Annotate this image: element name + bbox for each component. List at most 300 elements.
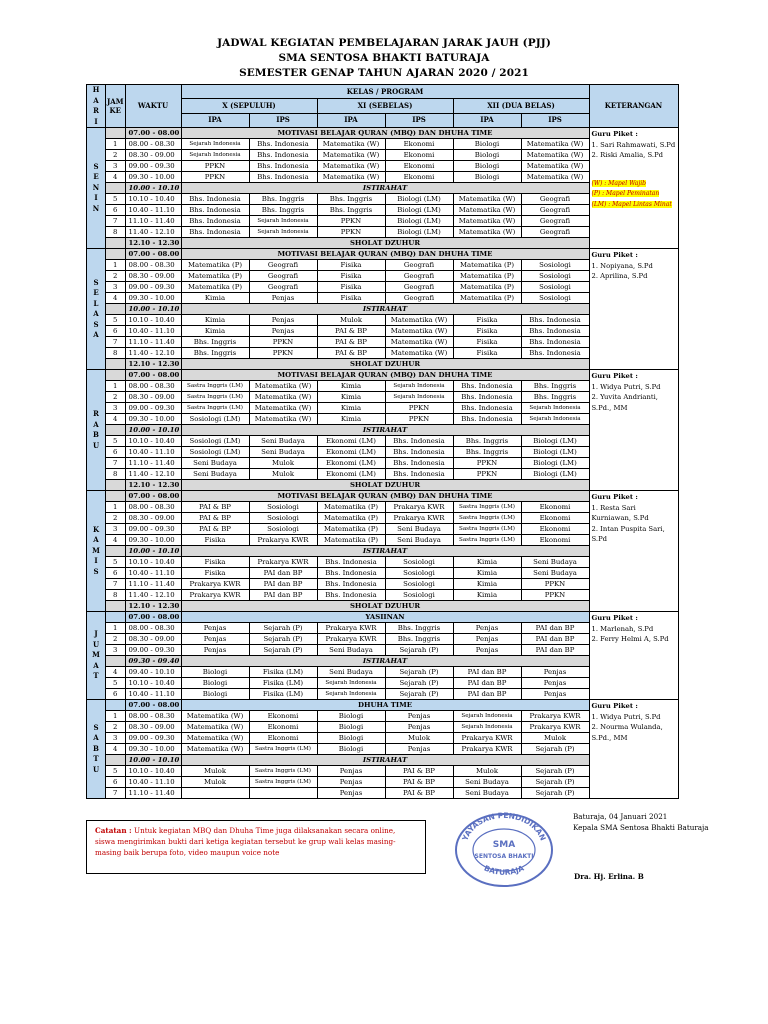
subject-cell: Ekonomi (521, 524, 589, 535)
waktu-cell: 10.40 - 11.10 (125, 205, 181, 216)
subject-cell: Biologi (LM) (521, 447, 589, 458)
subject-cell: Prakarya KWR (181, 579, 249, 590)
signature-role: Kepala SMA Sentosa Bhakti Baturaja (573, 822, 709, 832)
waktu-cell: 10.40 - 11.10 (125, 689, 181, 700)
subject-cell: Fisika (317, 282, 385, 293)
jam-cell: 6 (106, 447, 126, 458)
subject-cell: PAI dan BP (521, 623, 589, 634)
subject-cell: Fisika (181, 535, 249, 546)
jam-cell (106, 359, 126, 370)
subject-cell: Ekonomi (521, 535, 589, 546)
waktu-cell: 09.00 - 09.30 (125, 403, 181, 414)
signature-place-date: Baturaja, 04 Januari 2021 (573, 812, 668, 821)
subject-cell: Sejarah Indonesia (521, 414, 589, 425)
subject-cell: PAI dan BP (521, 634, 589, 645)
subject-cell: PPKN (453, 458, 521, 469)
svg-text:SENTOSA BHAKTI: SENTOSA BHAKTI (474, 853, 534, 860)
subject-cell: Matematika (W) (249, 414, 317, 425)
subject-cell: Biologi (317, 722, 385, 733)
subject-cell: Sejarah (P) (385, 678, 453, 689)
jam-cell: 1 (106, 260, 126, 271)
subject-cell: Kimia (181, 326, 249, 337)
activity-band: SHOLAT DZUHUR (181, 359, 589, 370)
subject-cell: Matematika (P) (317, 524, 385, 535)
title-line-1: JADWAL KEGIATAN PEMBELAJARAN JARAK JAUH (PJJ) (217, 37, 551, 49)
subject-cell: Matematika (W) (453, 216, 521, 227)
waktu-cell: 11.10 - 11.40 (125, 337, 181, 348)
waktu-cell: 09.30 - 10.00 (125, 172, 181, 183)
waktu-cell: 12.10 - 12.30 (125, 238, 181, 249)
subject-cell: Kimia (317, 403, 385, 414)
subject-cell: PAI & BP (181, 502, 249, 513)
activity-band: DHUHA TIME (181, 700, 589, 711)
signature-block (573, 812, 709, 833)
subject-cell: Mulok (249, 469, 317, 480)
subject-cell: Prakarya KWR (249, 557, 317, 568)
guru-piket-name: 2. Yuvita Andrianti, S.Pd., MM (591, 393, 658, 412)
jam-cell: 8 (106, 590, 126, 601)
waktu-cell: 07.00 - 08.00 (125, 612, 181, 623)
subject-cell: Sosiologi (385, 557, 453, 568)
jam-cell: 2 (106, 271, 126, 282)
subject-cell: PPKN (453, 469, 521, 480)
subject-cell: Sejarah (P) (521, 766, 589, 777)
schedule-row (87, 612, 679, 623)
subject-cell: Matematika (W) (317, 172, 385, 183)
subject-cell: Geografi (521, 194, 589, 205)
waktu-cell: 09.00 - 09.30 (125, 645, 181, 656)
subject-cell: Bhs. Indonesia (317, 557, 385, 568)
subject-cell: Sejarah Indonesia (249, 227, 317, 238)
svg-text:BATURAJA: BATURAJA (482, 863, 526, 877)
subject-cell: Bhs. Indonesia (317, 579, 385, 590)
subject-cell: Bhs. Inggris (385, 634, 453, 645)
subject-cell: PAI & BP (385, 766, 453, 777)
schedule-table (86, 84, 679, 799)
header-row-1 (87, 85, 679, 99)
program-header: IPA (317, 113, 385, 127)
catatan-box (86, 820, 426, 874)
jam-cell: 4 (106, 172, 126, 183)
subject-cell: Matematika (W) (453, 205, 521, 216)
kelas-program-header: KELAS / PROGRAM (181, 85, 589, 99)
subject-cell: Biologi (453, 161, 521, 172)
subject-cell: Biologi (181, 689, 249, 700)
waktu-cell: 08.30 - 09.00 (125, 271, 181, 282)
subject-cell: Kimia (453, 557, 521, 568)
subject-cell: Bhs. Inggris (521, 392, 589, 403)
subject-cell: Sejarah Indonesia (453, 711, 521, 722)
waktu-cell: 09.30 - 10.00 (125, 535, 181, 546)
jam-cell (106, 700, 126, 711)
subject-cell: Bhs. Inggris (181, 337, 249, 348)
waktu-cell: 08.00 - 08.30 (125, 139, 181, 150)
subject-cell: Mulok (521, 733, 589, 744)
waktu-cell: 11.10 - 11.40 (125, 788, 181, 799)
catatan-text: Untuk kegiatan MBQ dan Dhuha Time juga dilaksanakan secara online, siswa mengirimkan bukti dari ketiga kegiatan tersebut ke grup wali kelas masing-masing baik berupa foto, video maupun voice note (95, 826, 396, 857)
subject-cell: Geografi (385, 282, 453, 293)
program-header: IPS (249, 113, 317, 127)
subject-cell: Biologi (453, 150, 521, 161)
school-stamp (444, 806, 564, 894)
subject-cell: Matematika (W) (317, 161, 385, 172)
jam-cell: 5 (106, 436, 126, 447)
guru-piket-label: Guru Piket : (591, 130, 638, 138)
subject-cell: Mulok (317, 315, 385, 326)
jam-cell (106, 656, 126, 667)
subject-cell: Biologi (LM) (385, 216, 453, 227)
day-name: R A B U (87, 370, 106, 491)
waktu-cell: 08.00 - 08.30 (125, 260, 181, 271)
jam-cell: 3 (106, 524, 126, 535)
subject-cell: Fisika (LM) (249, 689, 317, 700)
subject-cell: Kimia (181, 293, 249, 304)
jam-cell: 2 (106, 513, 126, 524)
subject-cell: PAI & BP (181, 524, 249, 535)
subject-cell: Matematika (W) (521, 172, 589, 183)
jam-cell: 3 (106, 282, 126, 293)
jam-cell (106, 546, 126, 557)
subject-cell: Geografi (385, 293, 453, 304)
guru-piket-label: Guru Piket : (591, 251, 638, 259)
waktu-cell: 07.00 - 08.00 (125, 491, 181, 502)
jam-cell (106, 491, 126, 502)
subject-cell: Ekonomi (249, 711, 317, 722)
grade-header: X (SEPULUH) (181, 99, 317, 113)
subject-cell: Kimia (317, 392, 385, 403)
subject-cell: Seni Budaya (453, 788, 521, 799)
subject-cell: Matematika (W) (385, 315, 453, 326)
subject-cell: Sosiologi (249, 513, 317, 524)
subject-cell: PAI & BP (317, 348, 385, 359)
waktu-cell: 08.30 - 09.00 (125, 513, 181, 524)
waktu-cell: 08.30 - 09.00 (125, 392, 181, 403)
guru-piket-label: Guru Piket : (591, 493, 638, 501)
subject-cell: Matematika (W) (385, 348, 453, 359)
subject-cell: Bhs. Indonesia (249, 161, 317, 172)
jam-cell: 3 (106, 403, 126, 414)
jam-cell: 5 (106, 678, 126, 689)
subject-cell: Bhs. Indonesia (249, 172, 317, 183)
subject-cell: Biologi (453, 172, 521, 183)
activity-band: MOTIVASI BELAJAR QURAN (MBQ) DAN DHUHA TIME (181, 491, 589, 502)
jam-cell: 1 (106, 139, 126, 150)
day-name: S A B T U (87, 700, 106, 799)
subject-cell: PPKN (317, 227, 385, 238)
hari-header: H A R I (87, 85, 106, 128)
subject-cell: PAI & BP (385, 777, 453, 788)
subject-cell: Sejarah Indonesia (385, 392, 453, 403)
subject-cell: Fisika (317, 271, 385, 282)
subject-cell: Fisika (453, 315, 521, 326)
subject-cell: PAI & BP (317, 337, 385, 348)
subject-cell: Seni Budaya (181, 469, 249, 480)
subject-cell: Sejarah Indonesia (249, 216, 317, 227)
subject-cell: Ekonomi (385, 150, 453, 161)
subject-cell: Prakarya KWR (249, 535, 317, 546)
subject-cell: Matematika (W) (453, 227, 521, 238)
subject-cell: PPKN (385, 414, 453, 425)
subject-cell: Seni Budaya (249, 447, 317, 458)
jam-cell: 5 (106, 315, 126, 326)
waktu-cell: 08.00 - 08.30 (125, 711, 181, 722)
jam-cell: 6 (106, 205, 126, 216)
catatan-label: Catatan : (95, 826, 132, 835)
subject-cell: Kimia (453, 579, 521, 590)
subject-cell: Ekonomi (LM) (317, 436, 385, 447)
subject-cell: Geografi (385, 271, 453, 282)
subject-cell: PPKN (317, 216, 385, 227)
subject-cell: Ekonomi (385, 172, 453, 183)
jam-cell: 2 (106, 722, 126, 733)
jam-cell: 3 (106, 161, 126, 172)
subject-cell: Sastra Inggris (LM) (249, 766, 317, 777)
subject-cell: Bhs. Indonesia (453, 414, 521, 425)
subject-cell: Seni Budaya (385, 524, 453, 535)
guru-piket-name: 1. Sari Rahmawati, S.Pd (591, 140, 676, 149)
subject-cell: Bhs. Inggris (385, 623, 453, 634)
waktu-cell: 08.00 - 08.30 (125, 381, 181, 392)
subject-cell: Penjas (453, 634, 521, 645)
subject-cell: Sejarah (P) (385, 667, 453, 678)
jam-cell: 2 (106, 392, 126, 403)
subject-cell: Bhs. Inggris (249, 205, 317, 216)
istirahat-band: ISTIRAHAT (181, 546, 589, 557)
subject-cell: Penjas (317, 777, 385, 788)
subject-cell: Biologi (LM) (385, 205, 453, 216)
subject-cell: Fisika (181, 557, 249, 568)
schedule-row (87, 249, 679, 260)
subject-cell: Sejarah Indonesia (181, 150, 249, 161)
subject-cell: Sejarah (P) (521, 744, 589, 755)
day-name: S E N I N (87, 128, 106, 249)
waktu-cell: 09.30 - 09.40 (125, 656, 181, 667)
subject-cell: Biologi (317, 744, 385, 755)
subject-cell: Ekonomi (LM) (317, 458, 385, 469)
waktu-cell: 10.10 - 10.40 (125, 194, 181, 205)
subject-cell: Bhs. Indonesia (521, 326, 589, 337)
jam-cell (106, 304, 126, 315)
waktu-cell: 10.10 - 10.40 (125, 766, 181, 777)
subject-cell: Bhs. Inggris (317, 194, 385, 205)
subject-cell (181, 788, 249, 799)
subject-cell: Prakarya KWR (521, 711, 589, 722)
waktu-cell: 08.00 - 08.30 (125, 623, 181, 634)
subject-cell: Seni Budaya (317, 645, 385, 656)
subject-cell: Penjas (249, 326, 317, 337)
waktu-cell: 09.30 - 10.00 (125, 293, 181, 304)
jam-cell (106, 249, 126, 260)
grade-header: XI (SEBELAS) (317, 99, 453, 113)
subject-cell: Matematika (W) (317, 150, 385, 161)
subject-cell: Sejarah (P) (521, 788, 589, 799)
subject-cell: Penjas (249, 315, 317, 326)
subject-cell: Fisika (453, 337, 521, 348)
subject-cell (249, 788, 317, 799)
subject-cell: Matematika (W) (453, 194, 521, 205)
subject-cell: Sejarah Indonesia (385, 381, 453, 392)
subject-cell: Sejarah (P) (249, 634, 317, 645)
guru-piket-name: 1. Nopiyana, S.Pd (591, 261, 653, 270)
waktu-cell: 09.00 - 09.30 (125, 161, 181, 172)
jam-cell (106, 612, 126, 623)
keterangan-cell (589, 128, 678, 249)
waktu-cell: 10.00 - 10.10 (125, 183, 181, 194)
guru-piket-name: 2. Aprilina, S.Pd (591, 272, 648, 280)
program-header: IPA (453, 113, 521, 127)
subject-cell: Penjas (453, 623, 521, 634)
subject-cell: Bhs. Indonesia (385, 458, 453, 469)
subject-cell: PAI dan BP (249, 568, 317, 579)
subject-cell: Ekonomi (521, 513, 589, 524)
subject-cell: PPKN (521, 590, 589, 601)
istirahat-band: ISTIRAHAT (181, 425, 589, 436)
waktu-cell: 11.10 - 11.40 (125, 216, 181, 227)
jam-cell (106, 480, 126, 491)
subject-cell: PAI dan BP (453, 678, 521, 689)
subject-cell: PAI dan BP (453, 689, 521, 700)
subject-cell: Sosiologi (385, 590, 453, 601)
subject-cell: Bhs. Indonesia (385, 447, 453, 458)
waktu-cell: 08.30 - 09.00 (125, 722, 181, 733)
subject-cell: Sejarah (P) (385, 645, 453, 656)
jam-cell: 7 (106, 337, 126, 348)
subject-cell: Matematika (P) (317, 535, 385, 546)
jam-cell: 2 (106, 634, 126, 645)
keterangan-cell (589, 700, 678, 799)
subject-cell: Matematika (W) (521, 139, 589, 150)
guru-piket-name: 1. Resta Sari Kurniawan, S.Pd (591, 503, 649, 522)
program-header: IPS (521, 113, 589, 127)
jam-cell: 4 (106, 535, 126, 546)
waktu-cell: 11.40 - 12.10 (125, 590, 181, 601)
subject-cell: Kimia (453, 590, 521, 601)
activity-band: YASIINAN (181, 612, 589, 623)
subject-cell: Ekonomi (249, 733, 317, 744)
jam-cell: 4 (106, 667, 126, 678)
subject-cell: Geografi (249, 271, 317, 282)
subject-cell: Matematika (W) (249, 381, 317, 392)
subject-cell: Bhs. Inggris (521, 381, 589, 392)
subject-cell: Sastra Inggris (LM) (453, 524, 521, 535)
subject-cell: Sejarah (P) (385, 689, 453, 700)
guru-piket-label: Guru Piket : (591, 614, 638, 622)
keterangan-cell (589, 612, 678, 700)
subject-cell: Bhs. Indonesia (317, 568, 385, 579)
istirahat-band: ISTIRAHAT (181, 755, 589, 766)
jam-cell (106, 128, 126, 139)
subject-cell: Kimia (181, 315, 249, 326)
subject-cell: Mulok (453, 766, 521, 777)
activity-band: MOTIVASI BELAJAR QURAN (MBQ) DAN DHUHA TIME (181, 370, 589, 381)
subject-cell: Sastra Inggris (LM) (453, 502, 521, 513)
jam-cell: 7 (106, 458, 126, 469)
jam-cell: 4 (106, 293, 126, 304)
subject-cell: Matematika (P) (317, 513, 385, 524)
waktu-cell: 07.00 - 08.00 (125, 370, 181, 381)
schedule-row (87, 370, 679, 381)
subject-cell: Biologi (317, 733, 385, 744)
jam-cell: 6 (106, 777, 126, 788)
activity-band: SHOLAT DZUHUR (181, 238, 589, 249)
subject-cell: Sosiologi (249, 502, 317, 513)
subject-cell: Mulok (181, 766, 249, 777)
jam-cell: 3 (106, 645, 126, 656)
subject-cell: Ekonomi (385, 161, 453, 172)
subject-cell: Bhs. Indonesia (249, 139, 317, 150)
waktu-cell: 10.10 - 10.40 (125, 557, 181, 568)
subject-cell: Bhs. Inggris (181, 348, 249, 359)
subject-cell: Sejarah Indonesia (453, 722, 521, 733)
subject-cell: Seni Budaya (453, 777, 521, 788)
waktu-cell: 11.40 - 12.10 (125, 469, 181, 480)
waktu-cell: 11.40 - 12.10 (125, 348, 181, 359)
document-title (0, 36, 768, 81)
signature-name: Dra. Hj. Erlina. B (574, 872, 644, 881)
subject-cell: Matematika (W) (521, 150, 589, 161)
subject-cell: Penjas (521, 667, 589, 678)
subject-cell: Bhs. Indonesia (181, 194, 249, 205)
waktu-cell: 08.30 - 09.00 (125, 150, 181, 161)
subject-cell: Biologi (181, 678, 249, 689)
waktu-cell: 08.30 - 09.00 (125, 634, 181, 645)
subject-cell: Fisika (LM) (249, 667, 317, 678)
subject-cell: Biologi (317, 711, 385, 722)
subject-cell: Sosiologi (LM) (181, 447, 249, 458)
subject-cell: Penjas (181, 623, 249, 634)
subject-cell: Matematika (W) (317, 139, 385, 150)
keterangan-cell (589, 370, 678, 491)
subject-cell: Mulok (249, 458, 317, 469)
waktu-cell: 09.00 - 09.30 (125, 733, 181, 744)
subject-cell: Prakarya KWR (317, 634, 385, 645)
subject-cell: Biologi (LM) (521, 436, 589, 447)
subject-cell: Prakarya KWR (453, 744, 521, 755)
subject-cell: Biologi (LM) (385, 227, 453, 238)
subject-cell: Sosiologi (385, 568, 453, 579)
jam-cell: 4 (106, 744, 126, 755)
waktu-cell: 10.00 - 10.10 (125, 755, 181, 766)
subject-cell: Bhs. Indonesia (453, 381, 521, 392)
jam-cell: 6 (106, 568, 126, 579)
subject-cell: PPKN (249, 348, 317, 359)
subject-cell: Matematika (W) (521, 161, 589, 172)
subject-cell: Fisika (453, 348, 521, 359)
subject-cell: Seni Budaya (521, 568, 589, 579)
waktu-cell: 10.00 - 10.10 (125, 304, 181, 315)
subject-cell: PAI dan BP (249, 590, 317, 601)
jam-cell: 7 (106, 788, 126, 799)
subject-cell: PAI dan BP (453, 667, 521, 678)
subject-cell: Bhs. Inggris (317, 205, 385, 216)
waktu-cell: 09.40 - 10.10 (125, 667, 181, 678)
subject-cell: Biologi (181, 667, 249, 678)
subject-cell: Sastra Inggris (LM) (181, 403, 249, 414)
subject-cell: Matematika (P) (453, 282, 521, 293)
subject-cell: Sejarah (P) (249, 623, 317, 634)
subject-cell: Bhs. Indonesia (181, 205, 249, 216)
jam-cell (106, 425, 126, 436)
jam-cell: 8 (106, 227, 126, 238)
jam-cell: 8 (106, 348, 126, 359)
jam-cell (106, 755, 126, 766)
subject-cell: PPKN (181, 172, 249, 183)
subject-cell: Biologi (LM) (521, 458, 589, 469)
subject-cell: Sejarah (P) (249, 645, 317, 656)
subject-cell: Bhs. Indonesia (521, 315, 589, 326)
subject-cell: PAI & BP (385, 788, 453, 799)
subject-cell: Bhs. Indonesia (249, 150, 317, 161)
